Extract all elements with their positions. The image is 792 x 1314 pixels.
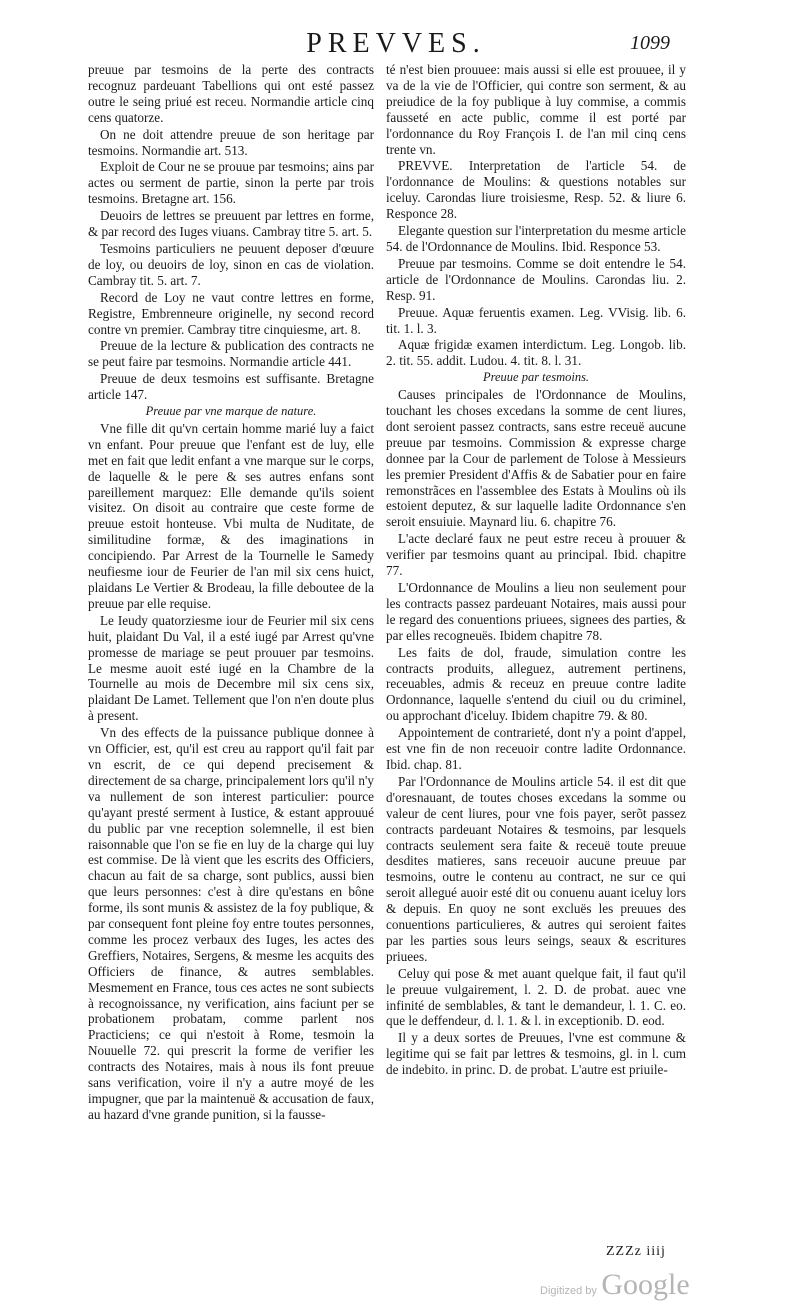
paragraph: Aquæ frigidæ examen interdictum. Leg. Longob. lib. 2. tit. 55. addit. Ludou. 4. tit. 8. l. 31. (386, 337, 686, 369)
paragraph: Preuue. Aquæ feruentis examen. Leg. VVisig. lib. 6. tit. 1. l. 3. (386, 304, 686, 336)
paragraph: Par l'Ordonnance de Moulins article 54. il est dit que d'oresnauant, de toutes choses excedans la somme ou valeur de cent liures, pour vne fois payer, serõt passez contracts pardeuant Notaires & tesmoins, par lesquels contracts seulement sera faite & receuë toute preuue desdites matieres, sans receuoir aucune preuue par tesmoins, outre le contenu au contract, ne sur ce qui seroit allegué auoir esté dit ou conuenu auant iceluy lors & depuis. En quoy ne sont excluës les preuues des conuentions particulieres, & autres qui seroient faites par les parties sous leurs seings, seaux & escritures priuees. (386, 773, 686, 964)
section-heading-tesmoins: Preuue par tesmoins. (482, 370, 590, 385)
right-paragraph-group-1 (386, 62, 686, 369)
digitized-watermark (540, 1268, 690, 1302)
left-paragraph-group-2 (88, 421, 374, 1123)
section-heading-marque: Preuue par vne marque de nature. (145, 404, 317, 419)
paragraph: Preuue de la lecture & publication des contracts ne se peut faire par tesmoins. Normandie article 441. (88, 338, 374, 370)
paragraph: On ne doit attendre preuue de son heritage par tesmoins. Normandie art. 513. (88, 126, 374, 158)
left-column (88, 62, 374, 1124)
paragraph: Vn des effects de la puissance publique donnee à vn Officier, est, qu'il est creu au rapport qu'il fait par vn escrit, de ce qui depend precisement & directement de sa charge, principalement lors qu'il n'y va nullement de son interest particulier: pource qu'ayant presté serment à Iustice, & estant approuué du public par vne reception solemnelle, il est bien raisonnable que l'on se fie en luy de la charge qui luy est commise. De là vient que les escrits des Officiers, chacun au fait de sa charge, sont publics, aussi bien que leurs personnes: c'est à dire qu'estans en bône forme, ils sont munis & assistez de la foy publique, & par consequent font pleine foy entre toutes personnes, comme les procez verbaux des Iuges, les actes des Greffiers, Notaires, Sergens, & mesme les acquits des Officiers de finance, & autres semblables. Mesmement en France, tous ces actes ne sont subiects à recognoissance, ny verification, ains faciunt per se probationem probatam, comme parlent nos Practiciens; ce qui n'estoit à Rome, tesmoin la Nouuelle 72. qui prescrit la forme de verifier les contracts des Notaires, mais à nous ils font preuue sans verification, voire il n'y a autre moyé de les impugner, que par la maintenuë & accusation de faux, au hazard d'vne grande punition, si la fausse- (88, 725, 374, 1122)
paragraph: Le Ieudy quatorziesme iour de Feurier mil six cens huit, plaidant Du Val, il a esté iugé par Arrest qu'vne promesse de mariage se peut prouuer par tesmoins. Le mesme auoit esté iugé en la Chambre de la Tournelle au mois de Decembre mil six cens six, plaidant De Lamet. Tellement que l'on n'en doute plus à present. (88, 612, 374, 724)
paragraph: té n'est bien prouuee: mais aussi si elle est prouuee, il y va de la vie de l'Officier, qui contre son serment, & au preiudice de la foy publique à luy commise, a commis fausseté en acte public, comme il est porté par l'ordonnance du Roy François I. de l'an mil cinq cens trente vn. (386, 62, 686, 157)
watermark-prefix: Digitized by (540, 1285, 597, 1297)
paragraph: Celuy qui pose & met auant quelque fait, il faut qu'il le preuue vulgairement, l. 2. D. de probat. auec vne infinité de semblables, & tant le demandeur, l. 1. C. eo. que le deffendeur, d. l. 1. & l. in exceptionib. D. eod. (386, 965, 686, 1029)
paragraph: L'acte declaré faux ne peut estre receu à prouuer & verifier par tesmoins quant au principal. Ibid. chapitre 77. (386, 531, 686, 579)
right-paragraph-group-2 (386, 387, 686, 1078)
paragraph: L'Ordonnance de Moulins a lieu non seulement pour les contracts passez pardeuant Notaires, mais aussi pour le regard des conuentions priuees, signees des parties, & par elles recogneuës. Ibidem chapitre 78. (386, 580, 686, 643)
paragraph: Vne fille dit qu'vn certain homme marié luy a faict vn enfant. Pour preuue que l'enfant est de luy, elle met en fait que ledit enfant a vne marque sur le corps, de laquelle & le pere & ses autres enfans sont pareillement marquez: Elle demande qu'ils soient visitez. On disoit au contraire que ceste forme de preuue estoit honteuse. Vbi multa de Nuditate, de similitudine formæ, & des imaginations in concipiendo. Par Arrest de la Tournelle le Samedy neufiesme iour de Feurier de l'an mil six cens huict, plaidans Le Vertier & Brodeau, la fille deboutee de la preuue par elle requise. (88, 420, 374, 611)
signature-mark: ZZZz iiij (606, 1244, 666, 1259)
paragraph: Record de Loy ne vaut contre lettres en forme, Registre, Embrenneure originelle, ny second record contre vn premier. Cambray titre cinquiesme, art. 8. (88, 289, 374, 337)
paragraph: Preuue de deux tesmoins est suffisante. Bretagne article 147. (88, 371, 374, 403)
paragraph: Elegante question sur l'interpretation du mesme article 54. de l'Ordonnance de Moulins. Ibid. Responce 53. (386, 223, 686, 254)
paragraph: Tesmoins particuliers ne peuuent deposer d'œuure de loy, ou deuoirs de loy, sinon en cas de violation. Cambray tit. 5. art. 7. (88, 240, 374, 288)
paragraph: Les faits de dol, fraude, simulation contre les contracts produits, alleguez, autrement pertinens, receuables, admis & receuz en preuue contre ladite Ordonnance, laquelle s'entend du ciuil ou du criminel, ou approchant d'iceluy. Ibidem chapitre 79. & 80. (386, 644, 686, 724)
paragraph: Causes principales de l'Ordonnance de Moulins, touchant les choses excedans la somme de cent liures, dont seroient passez contracts, sans estre receuë aucune preuue par tesmoins. Commission & expresse charge donnee par la Cour de parlement de Tolose à Messieurs les premier President d'Affis & de Sabatier pour en faire remonstrãces en l'assemblee des Estats à Moulins où ils estoient deputez, & sur laquelle ladite Ordonnance s'en seroit ensuiuie. Maynard liu. 6. chapitre 76. (386, 387, 686, 530)
paragraph: Exploit de Cour ne se prouue par tesmoins; ains par actes ou serment de partie, sinon la perte par trois tesmoins. Bretagne art. 156. (88, 159, 374, 207)
left-paragraph-group-1 (88, 62, 374, 403)
right-column (386, 62, 686, 1079)
paragraph: Il y a deux sortes de Preuues, l'vne est commune & legitime qui se fait par lettres & tesmoins, gl. in l. cum de indebito. in princ. D. de probat. L'autre est priuile- (386, 1030, 686, 1078)
paragraph: Deuoirs de lettres se preuuent par lettres en forme, & par record des Iuges viuans. Cambray titre 5. art. 5. (88, 208, 374, 240)
paragraph: PREVVE. Interpretation de l'article 54. de l'ordonnance de Moulins: & questions notables sur iceluy. Carondas liure troisiesme, Resp. 52. & liure 6. Responce 28. (386, 158, 686, 222)
page-number: 1099 (630, 32, 670, 54)
running-header-title: PREVVES. (306, 28, 486, 59)
paragraph: preuue par tesmoins de la perte des contracts recognuz pardeuant Tabellions qui ont esté passez outre le seing priué est receu. Normandie article cinq cens quatorze. (88, 62, 374, 125)
paragraph: Preuue par tesmoins. Comme se doit entendre le 54. article de l'Ordonnance de Moulins. Carondas liu. 2. Resp. 91. (386, 255, 686, 303)
watermark-brand: Google (601, 1268, 690, 1301)
paragraph: Appointement de contrarieté, dont n'y a point d'appel, est vne fin de non receuoir contre ladite Ordonnance. Ibid. chap. 81. (386, 725, 686, 772)
